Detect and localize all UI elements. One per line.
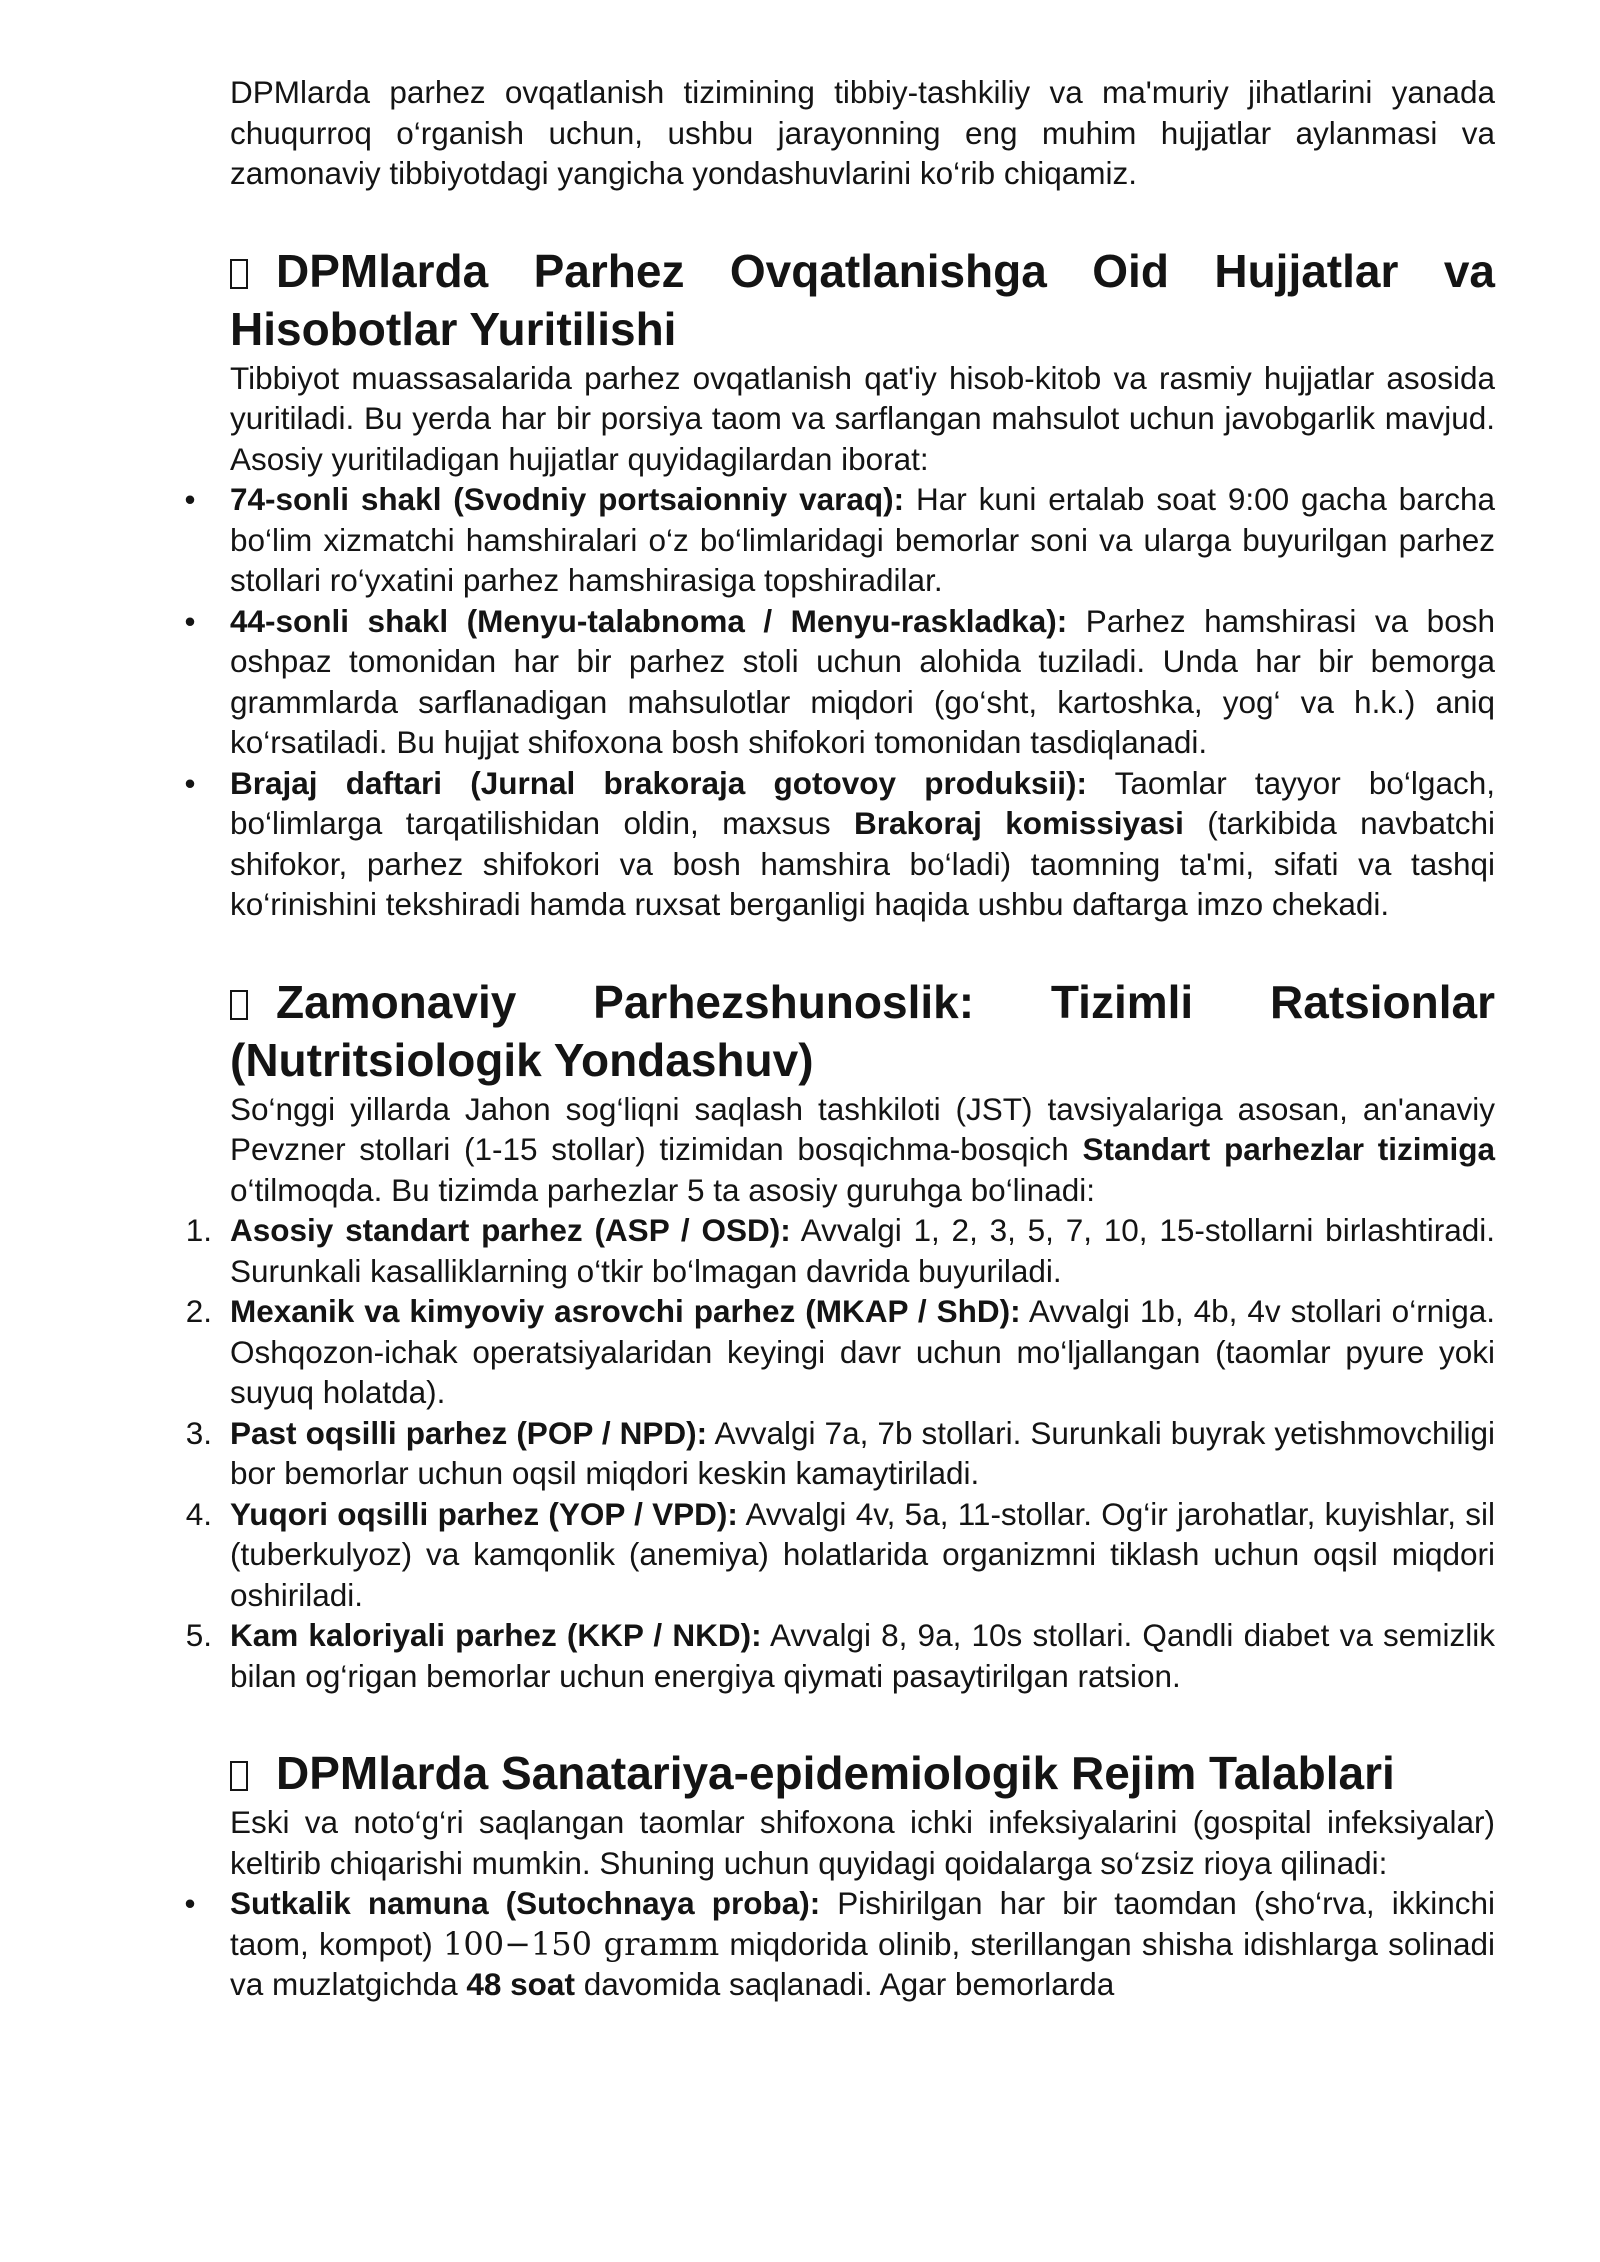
- item-text: Avvalgi 4v, 5a, 11-stollar. Og‘ir jarohatlar, kuyishlar, sil (tuberkulyoz) va kamqonlik (anemiya) holatlarida organizmni tiklash uchun oqsil miqdori oshiriladi.: [230, 1495, 1495, 1613]
- document-page: [184, 72, 1496, 2005]
- item-title: Asosiy standart parhez (ASP / OSD):: [230, 1212, 791, 1248]
- section-heading: [230, 242, 1495, 358]
- item-text: Parhez hamshirasi va bosh oshpaz tomonidan har bir parhez stoli uchun alohida tuziladi. Unda har bir bemorga grammlarda sarflanadigan mahsulotlar miqdori (go‘sht, kartoshka, yog‘ va h.k.) aniq ko‘rsatiladi. Bu hujjat shifoxona bosh shifokori tomonidan tasdiqlanadi.: [230, 602, 1495, 760]
- list-item: [185, 1615, 1495, 1696]
- section-paragraph: [230, 1089, 1495, 1211]
- math-expression: 100−150 gramm: [443, 1924, 720, 1963]
- item-text: Avvalgi 1, 2, 3, 5, 7, 10, 15-stollarni birlashtiradi. Surunkali kasalliklarning o‘tkir bo‘lmagan davrida buyuriladi.: [230, 1212, 1495, 1289]
- section-paragraph: Tibbiyot muassasalarida parhez ovqatlanish qat'iy hisob-kitob va rasmiy hujjatlar asosida yuritiladi. Bu yerda har bir porsiya taom va sarflangan mahsulot uchun javobgarlik mavjud. Asosiy yuritiladigan hujjatlar quyidagilardan iborat:: [230, 359, 1495, 477]
- missing-glyph-icon: [230, 1761, 248, 1791]
- list-item: [184, 1883, 1496, 2005]
- list-item: [184, 479, 1496, 601]
- paragraph-text: So‘nggi yillarda Jahon sog‘liqni saqlash tashkiloti (JST) tavsiyalariga asosan, an'anaviy Pevzner stollari (1-15 stollar) tizimidan bosqichma-bosqich: [230, 1090, 1495, 1167]
- missing-glyph-icon: [230, 990, 248, 1020]
- list-item: [185, 1413, 1495, 1494]
- item-title: Yuqori oqsilli parhez (YOP / VPD):: [230, 1495, 738, 1532]
- item-text: Avvalgi 1b, 4b, 4v stollari o‘rniga. Oshqozon-ichak operatsiyalaridan keyingi davr uchun mo‘ljallangan (taomlar pyure yoki suyuq holatda).: [230, 1293, 1495, 1410]
- item-emphasis: Brakoraj komissiyasi: [854, 805, 1184, 841]
- section-heading-text: DPMlarda Parhez Ovqatlanishga Oid Hujjatlar va Hisobotlar Yuritilishi: [230, 244, 1495, 355]
- item-title: Brajaj daftari (Jurnal brakoraja gotovoy produksii):: [230, 764, 1087, 801]
- item-text: Taomlar tayyor bo‘lgach, bo‘limlarga tarqatilishidan oldin, maxsus: [230, 764, 1495, 841]
- list-item: [185, 1494, 1495, 1616]
- list-number: 1.: [185, 1212, 212, 1248]
- section-heading-text: DPMlarda Sanatariya-epidemiologik Rejim Talablari: [276, 1747, 1395, 1799]
- section-heading-text: Zamonaviy Parhezshunoslik: Tizimli Ratsionlar (Nutritsiologik Yondashuv): [230, 975, 1495, 1086]
- list-number: 4.: [185, 1495, 212, 1532]
- section-documents: [184, 242, 1496, 925]
- section-sanitary-regime: [184, 1744, 1496, 2005]
- list-item: [184, 763, 1495, 925]
- bullet-list: [184, 479, 1496, 925]
- bullet-marker: •: [184, 1885, 196, 1921]
- item-emphasis: 48 soat: [466, 1966, 575, 2002]
- missing-glyph-icon: [230, 259, 248, 289]
- bullet-marker: •: [184, 764, 196, 801]
- list-number: 5.: [185, 1617, 212, 1653]
- item-text: davomida saqlanadi. Agar bemorlarda: [574, 1966, 1115, 2002]
- list-number: 2.: [185, 1293, 212, 1329]
- bullet-marker: •: [184, 481, 196, 517]
- intro-paragraph: DPMlarda parhez ovqatlanish tizimining tibbiy-tashkiliy va ma'muriy jihatlarini yanada chuqurroq o‘rganish uchun, ushbu jarayonning eng muhim hujjatlar aylanmasi va zamonaviy tibbiyotdagi yangicha yondashuvlarini ko‘rib chiqamiz.: [230, 74, 1495, 191]
- list-number: 3.: [185, 1414, 212, 1451]
- numbered-list: [185, 1210, 1495, 1696]
- section-heading: [230, 1744, 1495, 1802]
- paragraph-emphasis: Standart parhezlar tizimiga: [1082, 1131, 1495, 1167]
- paragraph-text: o‘tilmoqda. Bu tizimda parhezlar 5 ta asosiy guruhga bo‘linadi:: [230, 1171, 1095, 1208]
- item-title: Sutkalik namuna (Sutochnaya proba):: [230, 1885, 821, 1921]
- bullet-marker: •: [184, 602, 196, 639]
- list-item: [185, 1291, 1495, 1413]
- item-title: 44-sonli shakl (Menyu-talabnoma / Menyu-raskladka):: [230, 602, 1068, 639]
- item-title: 74-sonli shakl (Svodniy portsaionniy varaq):: [230, 481, 905, 517]
- item-text: (tarkibida navbatchi shifokor, parhez shifokori va bosh hamshira bo‘ladi) taomning ta'mi, sifati va tashqi ko‘rinishini tekshiradi hamda ruxsat berganligi haqida ushbu daftarga imzo chekadi.: [230, 805, 1495, 922]
- item-text: Avvalgi 8, 9a, 10s stollari. Qandli diabet va semizlik bilan og‘rigan bemorlar uchun energiya qiymati pasaytirilgan ratsion.: [230, 1617, 1495, 1694]
- item-title: Mexanik va kimyoviy asrovchi parhez (MKAP / ShD):: [230, 1293, 1021, 1329]
- item-title: Kam kaloriyali parhez (KKP / NKD):: [230, 1617, 762, 1653]
- section-heading: [230, 973, 1495, 1089]
- item-title: Past oqsilli parhez (POP / NPD):: [230, 1414, 708, 1451]
- item-text: Har kuni ertalab soat 9:00 gacha barcha bo‘lim xizmatchi hamshiralari o‘z bo‘limlaridagi bemorlar soni va ularga buyurilgan parhez stollari ro‘yxatini parhez hamshirasiga topshiradilar.: [230, 481, 1496, 598]
- section-modern-diets: [185, 973, 1495, 1697]
- item-text: Avvalgi 7a, 7b stollari. Surunkali buyrak yetishmovchiligi bor bemorlar uchun oqsil miqdori keskin kamaytiriladi.: [230, 1414, 1495, 1491]
- list-item: [184, 601, 1495, 763]
- bullet-list: [184, 1883, 1496, 2005]
- section-paragraph: Eski va noto‘g‘ri saqlangan taomlar shifoxona ichki infeksiyalarini (gospital infeksiyalar) keltirib chiqarishi mumkin. Shuning uchun quyidagi qoidalarga so‘zsiz rioya qilinadi:: [230, 1804, 1495, 1881]
- item-text: miqdorida olinib, sterillangan shisha idishlarga solinadi va muzlatgichda: [230, 1925, 1496, 2002]
- list-item: [185, 1210, 1495, 1291]
- item-text: Pishirilgan har bir taomdan (sho‘rva, ikkinchi taom, kompot): [230, 1885, 1495, 1962]
